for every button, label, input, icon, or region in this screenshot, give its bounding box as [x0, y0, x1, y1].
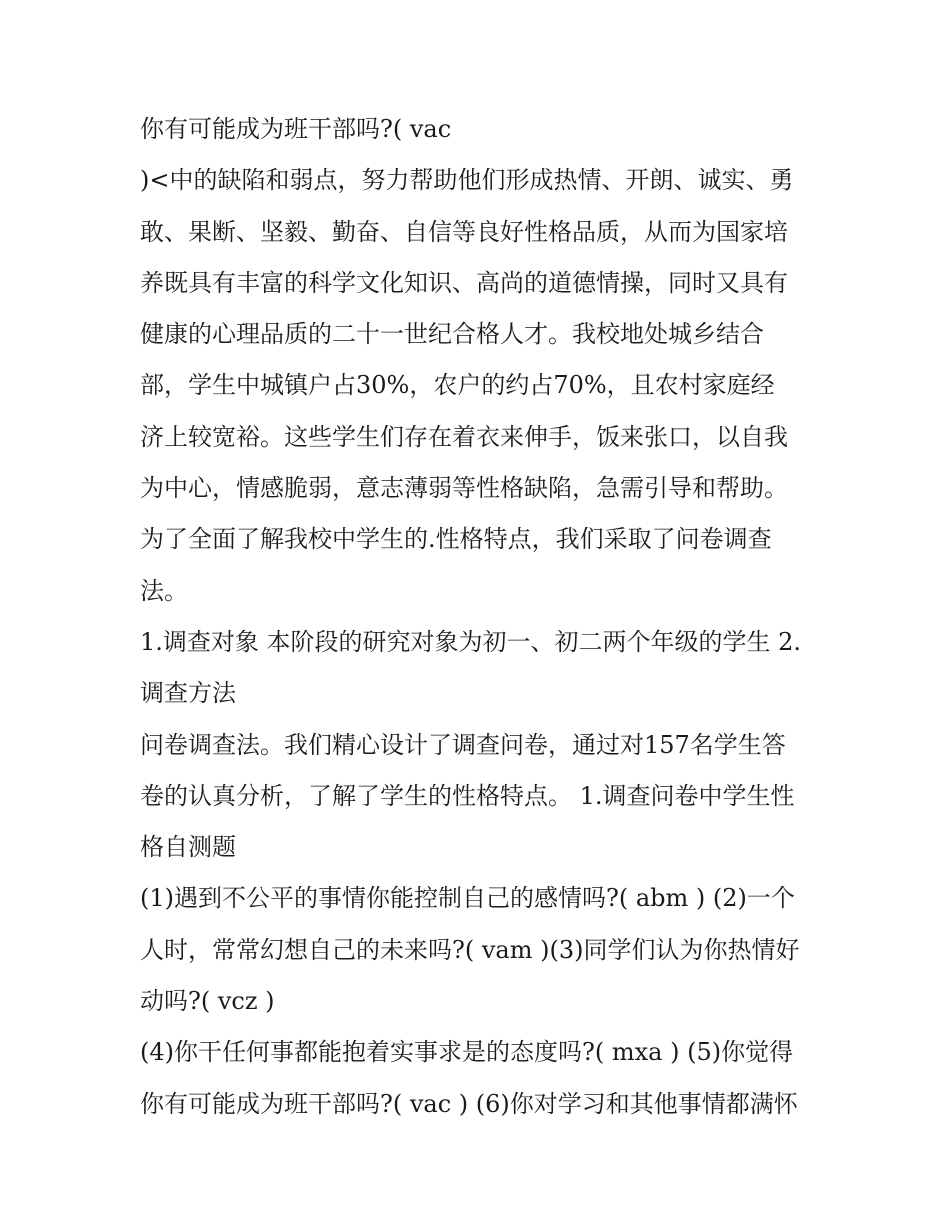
text-line-13: 问卷调查法。我们精心设计了调查问卷，通过对157名学生答: [140, 730, 786, 759]
text-line-19: (4)你干任何事都能抱着实事求是的态度吗?( mxa ) (5)你觉得: [140, 1038, 794, 1067]
text-line-2: )<中的缺陷和弱点，努力帮助他们形成热情、开朗、诚实、勇: [140, 166, 794, 195]
text-line-9: 为了全面了解我校中学生的.性格特点，我们采取了问卷调查: [140, 525, 772, 554]
text-line-17: 人时，常常幻想自己的未来吗?( vam )(3)同学们认为你热情好: [140, 935, 800, 964]
text-line-11: 1.调查对象 本阶段的研究对象为初一、初二两个年级的学生 2.: [140, 627, 802, 656]
document-body: [140, 104, 820, 1130]
text-line-10: 法。: [140, 576, 188, 605]
text-line-18: 动吗?( vcz ): [140, 987, 275, 1016]
text-line-8: 为中心，情感脆弱，意志薄弱等性格缺陷，急需引导和帮助。: [140, 474, 788, 503]
text-line-6: 部，学生中城镇户占30%，农户的约占70%，且农村家庭经: [140, 371, 775, 400]
text-line-3: 敢、果断、坚毅、勤奋、自信等良好性格品质，从而为国家培: [140, 217, 788, 246]
text-line-12: 调查方法: [140, 679, 236, 708]
text-line-14: 卷的认真分析，了解了学生的性格特点。 1.调查问卷中学生性: [140, 781, 795, 810]
text-line-20: 你有可能成为班干部吗?( vac ) (6)你对学习和其他事情都满怀: [140, 1089, 798, 1118]
text-line-15: 格自测题: [140, 833, 236, 862]
text-line-5: 健康的心理品质的二十一世纪合格人才。我校地处城乡结合: [140, 320, 764, 349]
text-line-7: 济上较宽裕。这些学生们存在着衣来伸手，饭来张口，以自我: [140, 422, 788, 451]
text-line-1: 你有可能成为班干部吗?( vac: [140, 115, 452, 143]
text-line-16: (1)遇到不公平的事情你能控制自己的感情吗?( abm ) (2)一个: [140, 884, 795, 913]
text-line-4: 养既具有丰富的科学文化知识、高尚的道德情操，同时又具有: [140, 268, 788, 297]
